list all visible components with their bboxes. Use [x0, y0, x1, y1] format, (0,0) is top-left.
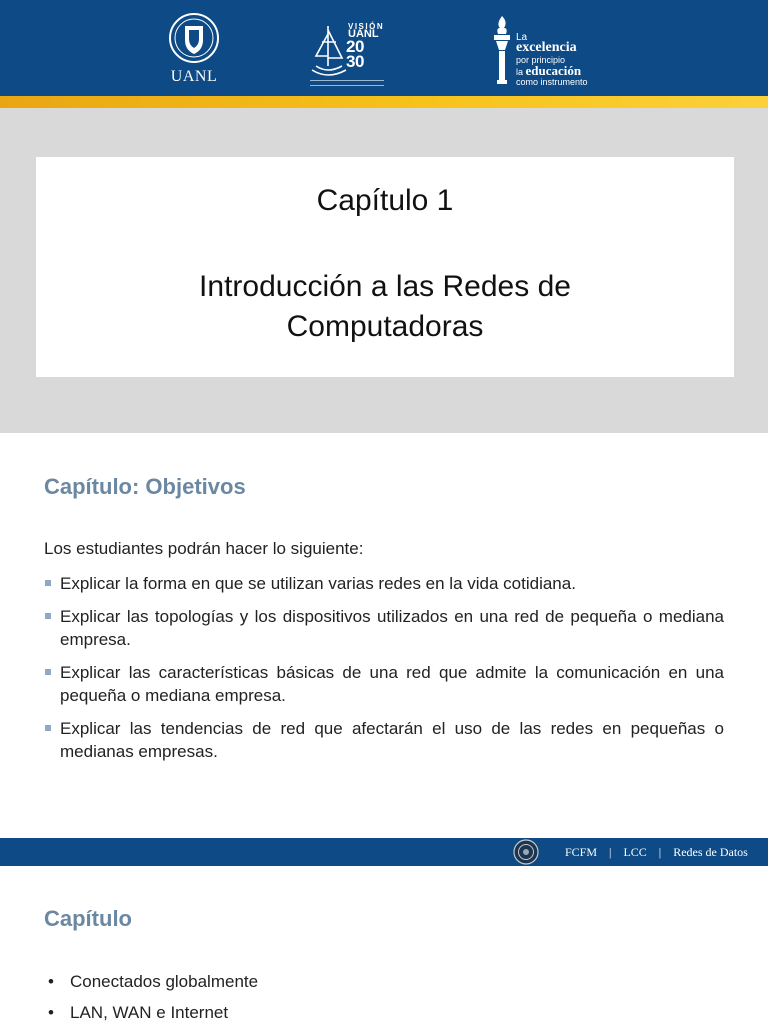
excelencia-line5: como instrumento — [516, 77, 588, 87]
ship-icon — [308, 22, 348, 82]
square-bullet-icon — [45, 613, 51, 619]
uanl-logo-label: UANL — [170, 68, 218, 85]
objective-text: Explicar las características básicas de una red que admite la comunicación en una pequeña o mediana empresa. — [60, 663, 724, 705]
chapter-topics-list — [48, 966, 258, 1028]
fcfm-seal-icon — [513, 839, 539, 865]
square-bullet-icon — [45, 725, 51, 731]
objective-text: Explicar las topologías y los dispositivos utilizados en una red de pequeña o mediana empresa. — [60, 607, 724, 649]
torch-icon — [490, 14, 514, 86]
chapter-heading: Capítulo — [44, 906, 132, 931]
footer-item-course: Redes de Datos — [673, 845, 748, 859]
vision-uanl-label: UANL — [348, 28, 379, 40]
chapter-subtitle — [36, 267, 734, 347]
footer-bar — [0, 838, 768, 866]
list-item — [44, 605, 724, 651]
square-bullet-icon — [45, 580, 51, 586]
excelencia-line4-bold: educación — [525, 63, 582, 78]
vision-tagline — [310, 80, 384, 86]
footer-text — [565, 845, 748, 860]
excelencia-line1: La — [516, 32, 528, 43]
vision-year-bottom: 30 — [346, 52, 364, 71]
topic-text: Conectados globalmente — [70, 972, 259, 991]
vision-2030-logo — [308, 22, 384, 86]
gold-stripe — [0, 96, 768, 108]
list-item — [44, 661, 724, 707]
footer-separator: | — [609, 845, 612, 859]
vision-label: VISIÓN — [348, 22, 385, 31]
title-box — [36, 157, 734, 377]
list-item — [48, 966, 258, 997]
excelencia-line2: excelencia — [516, 40, 577, 55]
objectives-intro: Los estudiantes podrán hacer lo siguiente: — [44, 539, 364, 558]
list-item — [44, 717, 724, 763]
square-bullet-icon — [45, 669, 51, 675]
excelencia-logo — [490, 14, 610, 88]
objectives-heading: Capítulo: Objetivos — [44, 474, 246, 499]
excelencia-line3: por principio — [516, 55, 566, 65]
header-bar — [0, 0, 768, 96]
chapter-subtitle-line1: Introducción a las Redes de — [199, 270, 571, 303]
topic-text: LAN, WAN e Internet — [70, 1003, 229, 1022]
chapter-subtitle-line2: Computadoras — [286, 310, 484, 343]
list-item — [44, 572, 724, 595]
bullet-dot-icon: • — [48, 1003, 54, 1022]
uanl-logo — [162, 12, 226, 88]
footer-item-fcfm: FCFM — [565, 845, 598, 859]
bullet-dot-icon: • — [48, 972, 54, 991]
footer-item-lcc: LCC — [623, 845, 647, 859]
uanl-crest-icon — [169, 12, 219, 64]
excelencia-line4-prefix: la — [516, 67, 524, 77]
objective-text: Explicar las tendencias de red que afectarán el uso de las redes en pequeñas o medianas empresas. — [60, 719, 724, 761]
chapter-title: Capítulo 1 — [316, 184, 454, 217]
footer-separator: | — [658, 845, 662, 859]
vision-year-top: 20 — [346, 37, 364, 56]
objectives-list — [44, 572, 724, 773]
objective-text: Explicar la forma en que se utilizan varias redes en la vida cotidiana. — [60, 574, 576, 593]
vision-year — [346, 39, 364, 69]
list-item — [48, 997, 258, 1028]
